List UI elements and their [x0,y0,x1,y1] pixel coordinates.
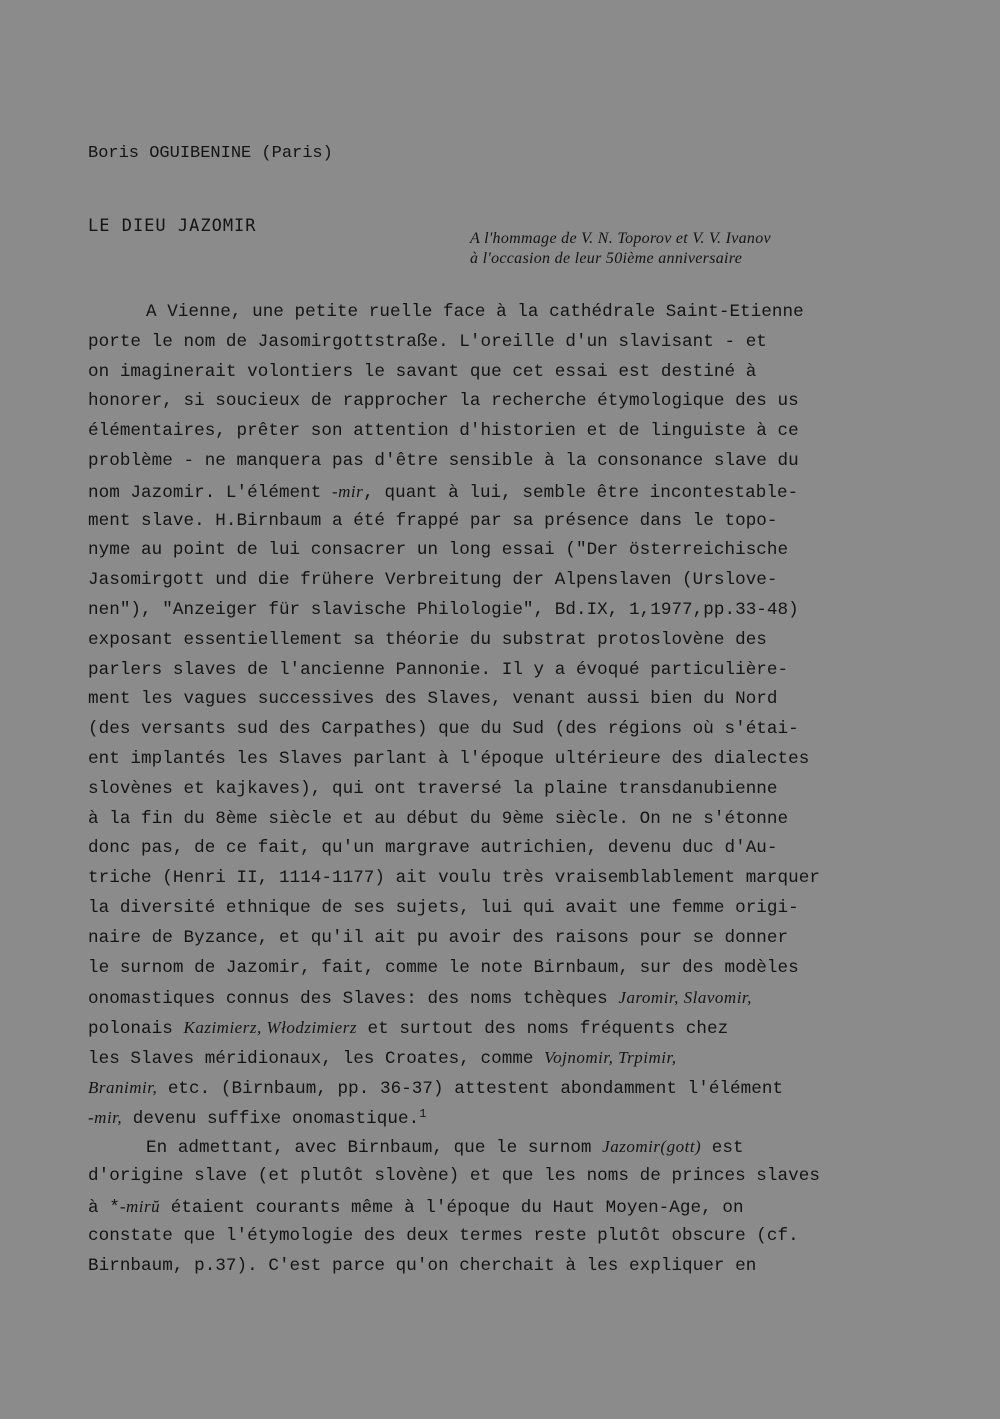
text-span: Jasomirgott und die frühere Verbreitung der Alpenslaven (Urslove- [88,570,778,591]
text-line [88,745,918,775]
text-line [88,715,918,745]
italic-term: Vojnomir, Trpimir, [544,1047,677,1067]
text-span: devenu suffixe onomastique. [122,1108,420,1129]
text-span: à * [88,1197,120,1218]
text-span: (des versants sud des Carpathes) que du Sud (des régions où s'étai- [88,719,799,740]
text-span: etc. (Birnbaum, pp. 36-37) attestent abondamment l'élément [157,1078,784,1099]
text-line [88,1103,918,1133]
text-span: donc pas, de ce fait, qu'un margrave autrichien, devenu duc d'Au- [88,838,778,859]
text-span: naire de Byzance, et qu'il ait pu avoir des raisons pour se donner [88,927,789,948]
text-span: est [701,1138,744,1159]
text-line [88,954,918,984]
text-line [88,447,918,477]
text-line [88,507,918,537]
dedication-line: à l'occasion de leur 50ième anniversaire [470,250,743,267]
dedication-line: A l'hommage de V. N. Toporov et V. V. Ivanov [470,230,771,247]
text-line [88,924,918,954]
text-span: parlers slaves de l'ancienne Pannonie. Il y a évoqué particulière- [88,659,789,680]
text-line [88,834,918,864]
text-span: ment slave. H.Birnbaum a été frappé par sa présence dans le topo- [88,510,778,531]
text-line [88,685,918,715]
text-line [88,328,918,358]
article-body [88,298,918,1281]
italic-term: Jazomir(gott) [602,1137,702,1157]
text-line [88,894,918,924]
text-span: nyme au point de lui consacrer un long essai ("Der österreichische [88,540,789,561]
text-span: onomastiques connus des Slaves: des noms tchèques [88,989,619,1010]
text-span: à la fin du 8ème siècle et au début du 9ème siècle. On ne s'étonne [88,808,789,829]
text-span: on imaginerait volontiers le savant que cet essai est destiné à [88,361,757,382]
text-line [88,805,918,835]
text-span: étaient courants même à l'époque du Haut Moyen-Age, on [160,1197,744,1218]
text-line [88,358,918,388]
text-line [88,983,918,1013]
text-line [88,775,918,805]
text-line [88,1192,918,1222]
text-line [88,1132,918,1162]
italic-term: Kazimierz, Włodzimierz [183,1018,357,1038]
italic-term: -mir, [88,1107,123,1127]
dedication [470,229,771,269]
italic-term: Branimir, [88,1077,158,1097]
footnote-marker: 1 [419,1106,427,1121]
text-line [88,1252,918,1282]
text-span: ment les vagues successives des Slaves, venant aussi bien du Nord [88,689,778,710]
text-line [88,1162,918,1192]
text-span: honorer, si soucieux de rapprocher la recherche étymologique des us [88,391,799,412]
text-line [88,417,918,447]
text-line [88,1222,918,1252]
author-line: Boris OGUIBENINE (Paris) [88,144,333,163]
text-span: d'origine slave (et plutôt slovène) et que les noms de princes slaves [88,1166,820,1187]
text-span: le surnom de Jazomir, fait, comme le note Birnbaum, sur des modèles [88,957,799,978]
text-line [88,596,918,626]
text-line [88,1013,918,1043]
text-span: , quant à lui, semble être incontestable- [363,482,799,503]
italic-term: Jaromir, Slavomir, [618,988,752,1008]
text-span: problème - ne manquera pas d'être sensible à la consonance slave du [88,450,799,471]
text-span: constate que l'étymologie des deux termes reste plutôt obscure (cf. [88,1225,799,1246]
text-span: exposant essentiellement sa théorie du substrat protoslovène des [88,629,767,650]
text-line [88,1043,918,1073]
text-span: ent implantés les Slaves parlant à l'époque ultérieure des dialectes [88,748,810,769]
text-span: En admettant, avec Birnbaum, que le surnom [146,1138,603,1159]
text-span: la diversité ethnique de ses sujets, lui qui avait une femme origi- [88,897,799,918]
text-line [88,536,918,566]
text-line [88,656,918,686]
text-span: nen"), "Anzeiger für slavische Philologie", Bd.IX, 1,1977,pp.33-48) [88,599,799,620]
text-line [88,477,918,507]
text-line [88,864,918,894]
text-span: triche (Henri II, 1114-1177) ait voulu très vraisemblablement marquer [88,868,820,889]
text-span: slovènes et kajkaves), qui ont traversé la plaine transdanubienne [88,778,778,799]
text-span: polonais [88,1019,184,1040]
italic-term: -mirŭ [119,1196,161,1216]
text-span: et surtout des noms fréquents chez [356,1019,729,1040]
text-span: les Slaves méridionaux, les Croates, comme [88,1048,545,1069]
text-span: nom Jazomir. L'élément [88,482,332,503]
text-line [88,298,918,328]
text-line [88,566,918,596]
text-line [88,626,918,656]
text-line [88,387,918,417]
text-line [88,1073,918,1103]
text-span: élémentaires, prêter son attention d'historien et de linguiste à ce [88,421,799,442]
italic-term: -mir [331,481,364,501]
text-span: porte le nom de Jasomirgottstraße. L'oreille d'un slavisant - et [88,331,767,352]
text-span: Birnbaum, p.37). C'est parce qu'on cherchait à les expliquer en [88,1255,757,1276]
article-title: LE DIEU JAZOMIR [88,216,257,236]
text-span: A Vienne, une petite ruelle face à la cathédrale Saint-Etienne [146,302,804,322]
